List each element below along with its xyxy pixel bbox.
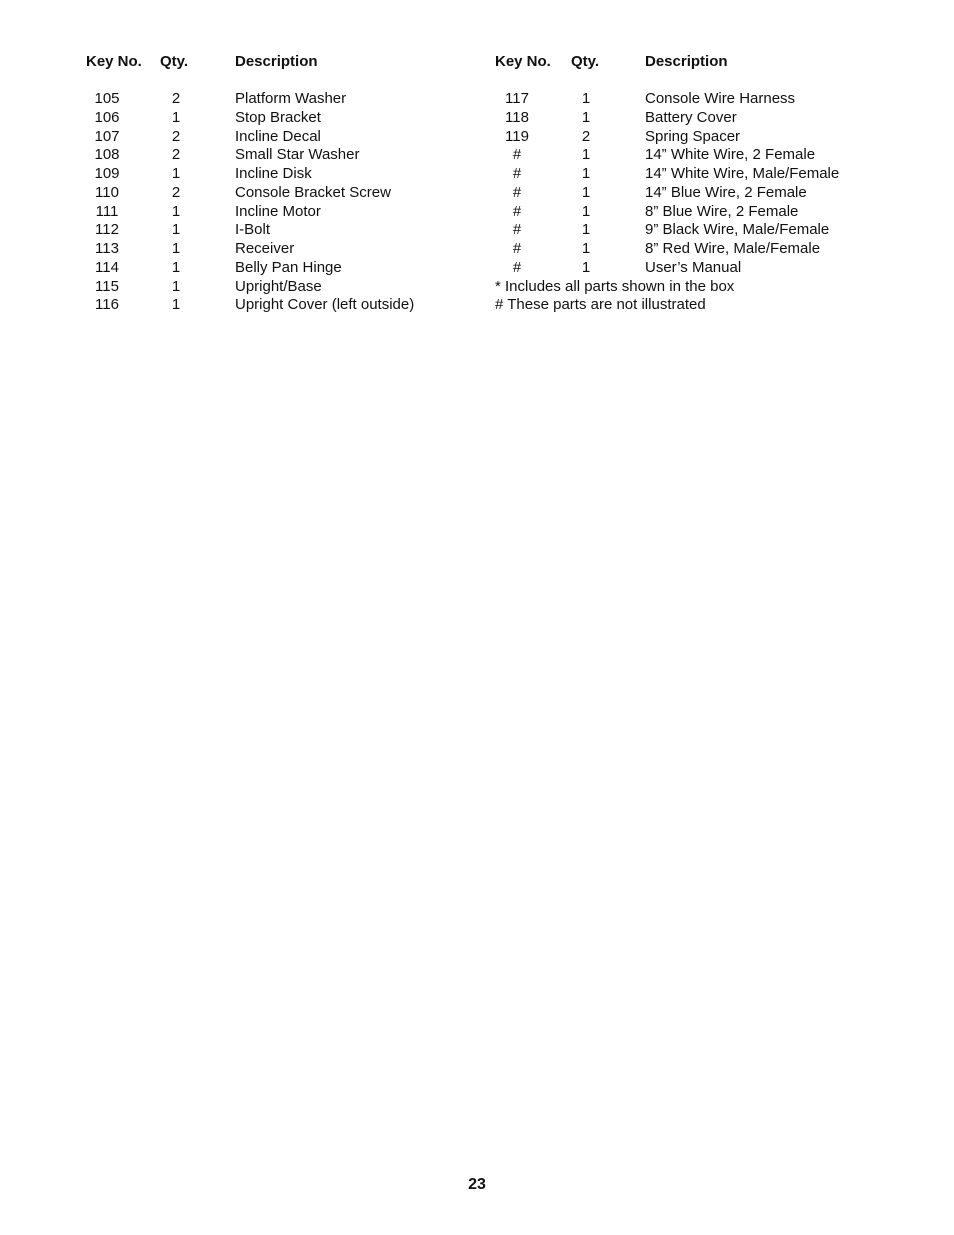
table-header (86, 52, 486, 72)
table-row (86, 221, 486, 240)
description: Belly Pan Hinge (235, 258, 342, 276)
table-row (495, 90, 865, 109)
table-row (495, 203, 865, 222)
key-no: 112 (95, 221, 119, 239)
qty: 1 (581, 146, 591, 164)
key-no: 118 (505, 108, 529, 126)
description: Incline Decal (235, 127, 321, 145)
description: 8” Blue Wire, 2 Female (645, 202, 799, 220)
table-row (495, 184, 865, 203)
table-row (86, 128, 486, 147)
key-no-header: Key No. (86, 53, 142, 70)
qty: 2 (171, 127, 181, 145)
description: 14” Blue Wire, 2 Female (645, 183, 807, 201)
qty: 1 (581, 183, 591, 201)
key-no: 105 (94, 90, 120, 107)
key-no: # (512, 202, 522, 220)
table-row (495, 128, 865, 147)
qty: 1 (171, 258, 181, 276)
key-no-header: Key No. (495, 53, 551, 70)
table-body (495, 90, 865, 315)
footnote-included-parts: * Includes all parts shown in the box (495, 277, 735, 295)
qty: 1 (581, 108, 591, 126)
table-row (495, 259, 865, 278)
description: Small Star Washer (235, 146, 360, 164)
table-body (86, 90, 486, 315)
qty: 1 (171, 296, 181, 314)
description: Battery Cover (645, 108, 737, 126)
table-row (86, 259, 486, 278)
description: Spring Spacer (645, 127, 741, 145)
table-row (495, 146, 865, 165)
table-row (86, 146, 486, 165)
footnote-not-illustrated: # These parts are not illustrated (495, 296, 706, 314)
qty: 1 (171, 202, 181, 220)
key-no: 114 (95, 258, 119, 276)
parts-list-right (495, 52, 865, 315)
table-row (495, 240, 865, 259)
description: 14” White Wire, 2 Female (645, 146, 816, 164)
description: I-Bolt (235, 221, 271, 239)
description: Receiver (235, 240, 295, 257)
key-no: 107 (94, 127, 120, 145)
description-header: Description (645, 53, 728, 70)
key-no: 115 (95, 277, 119, 295)
key-no: 116 (95, 296, 119, 314)
table-header (495, 52, 865, 72)
page-number: 23 (468, 1176, 486, 1193)
table-row (86, 109, 486, 128)
description: Upright Cover (left outside) (235, 296, 415, 314)
table-row (86, 296, 486, 315)
qty: 1 (581, 221, 591, 239)
description: Incline Motor (235, 202, 321, 220)
table-row (495, 109, 865, 128)
qty: 1 (581, 90, 591, 107)
description-header: Description (235, 53, 318, 70)
parts-list-left (86, 52, 486, 315)
qty-header: Qty. (160, 53, 189, 70)
qty: 1 (171, 165, 181, 182)
table-row (86, 278, 486, 297)
table-row (86, 203, 486, 222)
description: 14” White Wire, Male/Female (645, 165, 840, 182)
qty: 1 (581, 165, 591, 182)
key-no: 108 (94, 146, 120, 164)
description: 8” Red Wire, Male/Female (645, 240, 821, 257)
qty: 2 (171, 146, 181, 164)
key-no: 119 (505, 127, 529, 145)
key-no: 111 (95, 202, 119, 220)
key-no: 110 (95, 183, 119, 201)
qty: 1 (581, 258, 591, 276)
table-row (495, 221, 865, 240)
description: Console Wire Harness (645, 90, 796, 107)
qty: 2 (171, 90, 181, 107)
key-no: # (512, 146, 522, 164)
key-no: # (512, 221, 522, 239)
qty: 2 (581, 127, 591, 145)
key-no: # (512, 240, 522, 257)
key-no: 106 (94, 108, 120, 126)
description: Console Bracket Screw (235, 183, 391, 201)
key-no: 117 (505, 90, 529, 107)
key-no: # (512, 183, 522, 201)
table-row (86, 165, 486, 184)
key-no: # (512, 165, 522, 182)
key-no: # (512, 258, 522, 276)
qty: 1 (171, 221, 181, 239)
key-no: 109 (94, 165, 120, 182)
table-row (86, 240, 486, 259)
qty: 1 (171, 240, 181, 257)
table-row (86, 184, 486, 203)
qty-header: Qty. (571, 53, 600, 70)
key-no: 113 (95, 240, 119, 257)
qty: 1 (581, 240, 591, 257)
qty: 1 (581, 202, 591, 220)
description: Upright/Base (235, 277, 322, 295)
description: User’s Manual (645, 258, 742, 276)
qty: 1 (171, 277, 181, 295)
description: Stop Bracket (235, 108, 321, 126)
description: Incline Disk (235, 165, 312, 182)
table-row (495, 165, 865, 184)
description: 9” Black Wire, Male/Female (645, 221, 830, 239)
qty: 2 (171, 183, 181, 201)
description: Platform Washer (235, 90, 347, 107)
table-row (86, 90, 486, 109)
qty: 1 (171, 108, 181, 126)
